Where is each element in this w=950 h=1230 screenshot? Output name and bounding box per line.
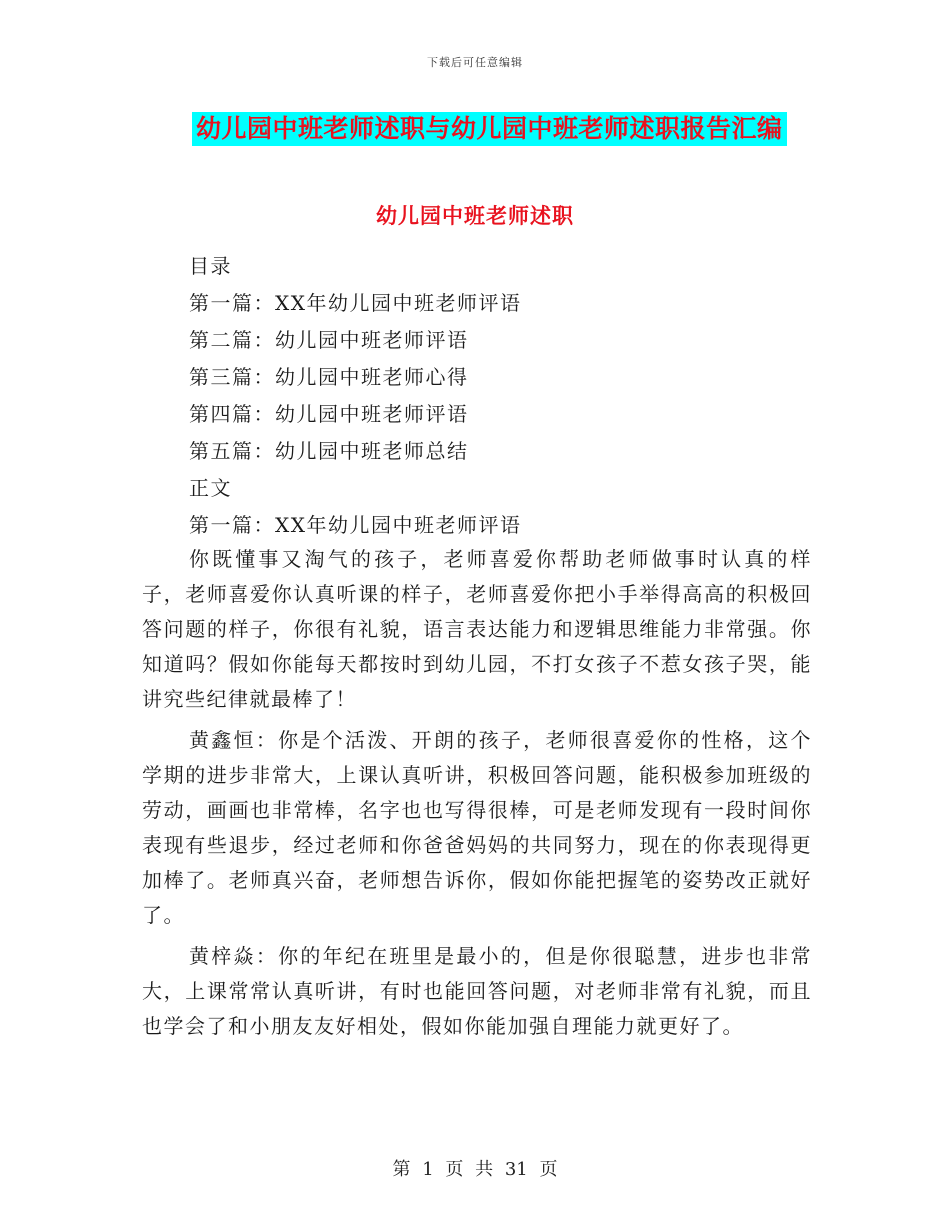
toc-heading: 目录: [189, 254, 232, 278]
body-text: [142, 542, 812, 1045]
header-note: 下载后可任意编辑: [427, 56, 523, 69]
toc-item: 第三篇：幼儿园中班老师心得: [189, 365, 469, 389]
chapter-heading: 第一篇：XX年幼儿园中班老师评语: [189, 513, 522, 537]
document-title: 幼儿园中班老师述职与幼儿园中班老师述职报告汇编: [192, 112, 787, 146]
toc-item: 第四篇：幼儿园中班老师评语: [189, 402, 469, 426]
page-footer: 第 1 页 共 31 页: [392, 1159, 558, 1180]
paragraph: 黄梓焱：你的年纪在班里是最小的，但是你很聪慧，进步也非常大，上课常常认真听讲，有时也能回答问题，对老师非常有礼貌，而且也学会了和小朋友友好相处，假如你能加强自理能力就更好了。: [142, 944, 812, 1038]
body-heading: 正文: [189, 476, 232, 500]
section-title: 幼儿园中班老师述职: [376, 203, 574, 228]
toc-item: 第二篇：幼儿园中班老师评语: [189, 328, 469, 352]
table-of-contents: [189, 248, 521, 544]
toc-item: 第五篇：幼儿园中班老师总结: [189, 439, 469, 463]
paragraph: 黄鑫恒：你是个活泼、开朗的孩子，老师很喜爱你的性格，这个学期的进步非常大，上课认真听讲，积极回答问题，能积极参加班级的劳动，画画也非常棒，名字也也写得很棒，可是老师发现有一段时间你表现有些退步，经过老师和你爸爸妈妈的共同努力，现在的你表现得更加棒了。老师真兴奋，老师想告诉你，假如你能把握笔的姿势改正就好了。: [142, 728, 812, 927]
toc-item: 第一篇：XX年幼儿园中班老师评语: [189, 291, 522, 315]
paragraph: 你既懂事又淘气的孩子，老师喜爱你帮助老师做事时认真的样子，老师喜爱你认真听课的样子，老师喜爱你把小手举得高高的积极回答问题的样子，你很有礼貌，语言表达能力和逻辑思维能力非常强。你知道吗？假如你能每天都按时到幼儿园，不打女孩子不惹女孩子哭，能讲究些纪律就最棒了！: [142, 547, 812, 711]
